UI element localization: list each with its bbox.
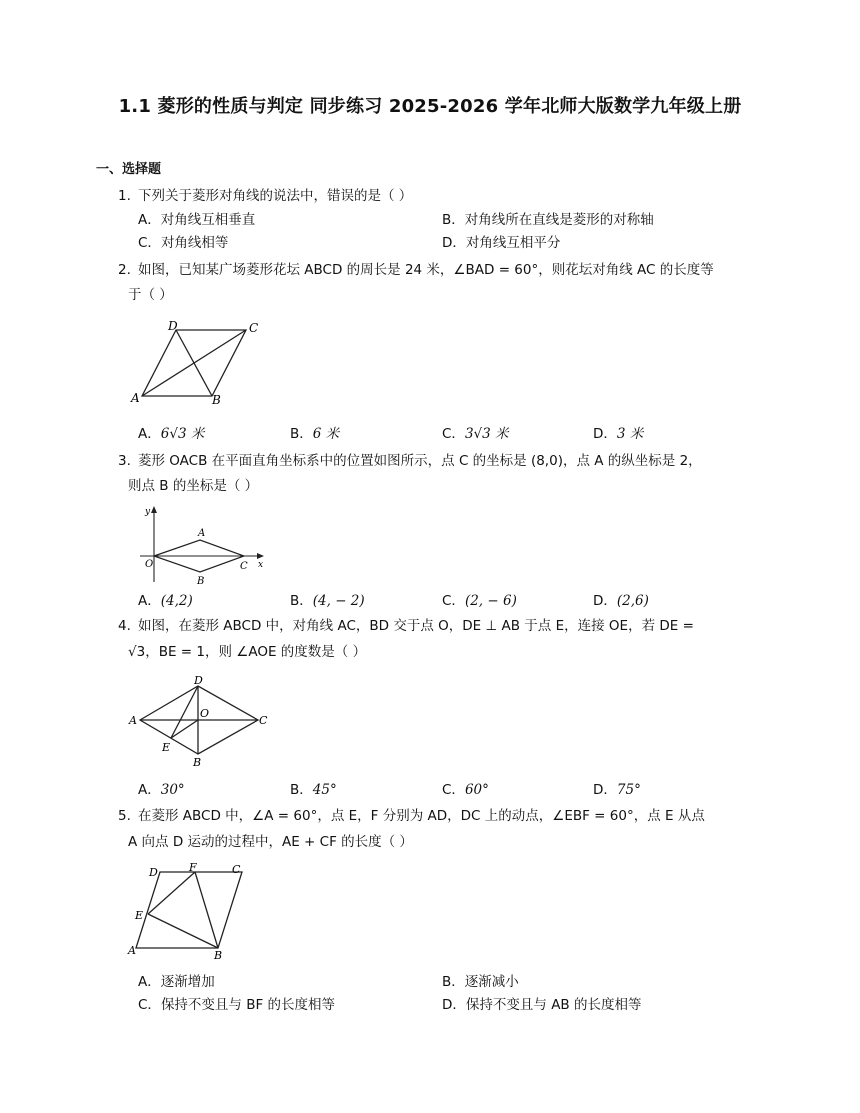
option-2a: A．6√3 米 — [138, 426, 205, 442]
label-c: C — [240, 561, 248, 572]
option-4a: A．30° — [138, 782, 185, 798]
label-f: F — [189, 862, 197, 874]
option-2c: C．3√3 米 — [442, 426, 509, 442]
option-1b: B．对角线所在直线是菱形的对称轴 — [442, 212, 654, 228]
question-text: 如图，在菱形 ABCD 中，对角线 AC，BD 交于点 O，DE ⊥ AB 于点 E，连接 OE，若 DE = — [138, 618, 694, 634]
label-d: D — [194, 674, 203, 687]
question-3-line2: 则点 B 的坐标是（ ） — [128, 478, 259, 494]
label-b: B — [214, 949, 223, 962]
option-3b: B．(4, − 2) — [290, 593, 365, 609]
option-1c: C．对角线相等 — [138, 235, 229, 251]
option-5b: B．逐渐减小 — [442, 974, 519, 990]
option-2d: D．3 米 — [593, 426, 644, 442]
option-5a: A．逐渐增加 — [138, 974, 215, 990]
label-a: A — [128, 944, 136, 957]
label-a: A — [198, 528, 206, 539]
label-b: B — [212, 393, 221, 407]
option-3c: C．(2, − 6) — [442, 593, 517, 609]
section-heading: 一、选择题 — [96, 162, 162, 177]
label-a: A — [129, 714, 137, 727]
label-e: E — [135, 909, 144, 922]
question-number: 4. — [118, 618, 131, 634]
question-2 — [118, 258, 714, 282]
label-e: E — [162, 741, 171, 754]
question-4 — [118, 614, 694, 638]
label-b: B — [197, 576, 205, 587]
option-2b: B．6 米 — [290, 426, 340, 442]
question-text: 在菱形 ABCD 中，∠A = 60°，点 E，F 分别为 AD，DC 上的动点，∠EBF = 60°，点 E 从点 — [138, 808, 705, 824]
question-text: 如图，已知某广场菱形花坛 ABCD 的周长是 24 米，∠BAD = 60°，则花坛对角线 AC 的长度等 — [138, 262, 714, 278]
option-4c: C．60° — [442, 782, 489, 798]
figure-q4-rhombus — [128, 674, 272, 770]
question-4-line2: √3，BE = 1，则 ∠AOE 的度数是（ ） — [128, 644, 367, 660]
label-d: D — [149, 866, 158, 879]
figure-q5-rhombus — [126, 862, 256, 962]
option-3a: A．(4,2) — [138, 593, 193, 609]
option-4b: B．45° — [290, 782, 337, 798]
option-1d: D．对角线互相平分 — [442, 235, 561, 251]
question-text: 下列关于菱形对角线的说法中，错误的是（ ） — [138, 188, 413, 204]
question-5-line2: A 向点 D 运动的过程中，AE + CF 的长度（ ） — [128, 834, 413, 850]
question-3 — [118, 449, 702, 473]
label-a: A — [131, 391, 140, 405]
question-number: 2. — [118, 262, 131, 278]
figure-q3-coordinate-rhombus — [136, 504, 270, 588]
option-3d: D．(2,6) — [593, 593, 649, 609]
question-2-line2: 于（ ） — [128, 287, 173, 303]
option-5d: D．保持不变且与 AB 的长度相等 — [442, 997, 642, 1013]
label-o: O — [145, 559, 154, 570]
question-number: 3. — [118, 453, 131, 469]
option-4d: D．75° — [593, 782, 641, 798]
question-number: 5. — [118, 808, 131, 824]
option-5c: C．保持不变且与 BF 的长度相等 — [138, 997, 336, 1013]
question-5 — [118, 804, 705, 828]
label-d: D — [168, 319, 178, 333]
label-c: C — [249, 321, 259, 335]
question-1 — [118, 184, 412, 208]
label-y: y — [145, 507, 151, 517]
question-text: 菱形 OACB 在平面直角坐标系中的位置如图所示，点 C 的坐标是 (8,0)，点 A 的纵坐标是 2， — [138, 453, 702, 469]
question-number: 1. — [118, 188, 131, 204]
label-c: C — [232, 863, 241, 876]
label-x: x — [258, 560, 264, 570]
option-1a: A．对角线互相垂直 — [138, 212, 256, 228]
figure-q2-rhombus — [128, 318, 264, 408]
page-title: 1.1 菱形的性质与判定 同步练习 2025-2026 学年北师大版数学九年级上册 — [118, 96, 742, 117]
label-c: C — [259, 714, 268, 727]
label-o: O — [200, 707, 210, 720]
label-b: B — [193, 756, 202, 769]
